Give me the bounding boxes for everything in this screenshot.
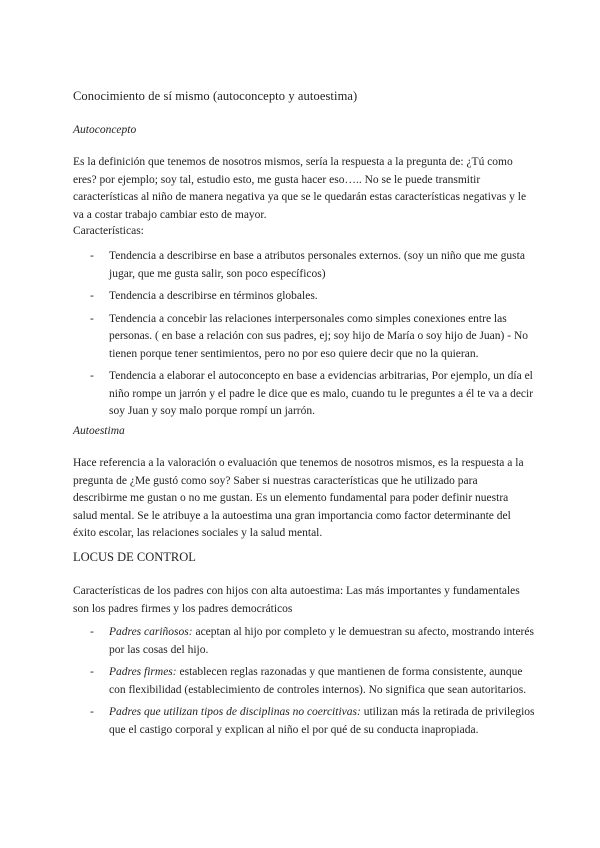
locus-paragraph: Características de los padres con hijos con alta autoestima: Las más importantes y fundamentales son los padres firmes y los padres democráticos — [73, 585, 520, 615]
list-item — [73, 664, 535, 699]
list-item-text: Tendencia a concebir las relaciones interpersonales como simples conexiones entre las personas. ( en base a relación con sus padres, ej; soy hijo de María o soy hijo de Juan) - No tienen porque tener sentimientos, pero no por eso quiere decir que no la quieran. — [109, 312, 528, 360]
list-item — [73, 311, 535, 364]
list-dash: - — [90, 312, 94, 325]
list-item-term: Padres cariñosos: — [109, 626, 193, 638]
autoconcepto-paragraph: Es la definición que tenemos de nosotros mismos, sería la respuesta a la pregunta de: ¿Tú como eres? por ejemplo; soy tal, estudio esto, me gusta hacer eso….. No se le puede transmitir características al niño de manera negativa ya que se le quedarán estas características negativas y le va a costar trabajo cambiar esto de mayor. — [73, 156, 527, 221]
list-dash: - — [90, 706, 94, 718]
caracteristicas-label: Características: — [73, 225, 144, 237]
list-item-text: aceptan al hijo por completo y le demuestran su afecto, mostrando interés por las cosas del hijo. — [109, 626, 534, 656]
autoconcepto-heading: Autoconcepto — [73, 124, 137, 136]
list-item — [73, 624, 535, 659]
list-dash: - — [90, 250, 94, 262]
list-dash: - — [90, 626, 94, 638]
list-item-term: Padres que utilizan tipos de disciplinas no coercitivas: — [109, 706, 361, 718]
list-item-text: establecen reglas razonadas y que mantienen de forma consistente, aunque con flexibilidad (establecimiento de controles internos). No significa que sean autoritarios. — [109, 666, 527, 696]
document-title: Conocimiento de sí mismo (autoconcepto y autoestima) — [73, 89, 358, 103]
autoconcepto-list — [73, 248, 535, 426]
list-item — [73, 368, 535, 421]
locus-list — [73, 624, 535, 744]
list-item-term: Padres firmes: — [109, 666, 177, 678]
locus-heading: LOCUS DE CONTROL — [73, 550, 196, 564]
list-item — [73, 288, 535, 306]
list-dash: - — [90, 290, 94, 302]
autoestima-heading: Autoestima — [73, 425, 125, 437]
list-item-text: Tendencia a describirse en términos globales. — [109, 290, 318, 302]
list-item-text: utilizan más la retirada de privilegios que el castigo corporal y explican al niño el por qué de su conducta inapropiada. — [109, 706, 535, 736]
list-item — [73, 704, 535, 739]
autoestima-paragraph: Hace referencia a la valoración o evaluación que tenemos de nosotros mismos, es la respuesta a la pregunta de ¿Me gustó como soy? Saber si nuestras características que he utilizado para describirme me gustan o no me gustan. Es un elemento fundamental para poder definir nuestra salud mental. Se le atribuye a la autoestima una gran importancia como factor determinante del éxito escolar, las relaciones sociales y la salud mental. — [73, 457, 524, 539]
list-dash: - — [90, 370, 94, 382]
list-item-text: Tendencia a elaborar el autoconcepto en base a evidencias arbitrarias, Por ejemplo, un día el niño rompe un jarrón y el padre le dice que es malo, cuando tu le preguntes a él te va a decir soy Juan y soy malo porque rompí un jarrón. — [109, 370, 534, 417]
list-item — [73, 248, 535, 283]
list-dash: - — [90, 666, 94, 678]
list-item-text: Tendencia a describirse en base a atributos personales externos. (soy un niño que me gusta jugar, que me gusta salir, son poco específicos) — [109, 250, 525, 280]
